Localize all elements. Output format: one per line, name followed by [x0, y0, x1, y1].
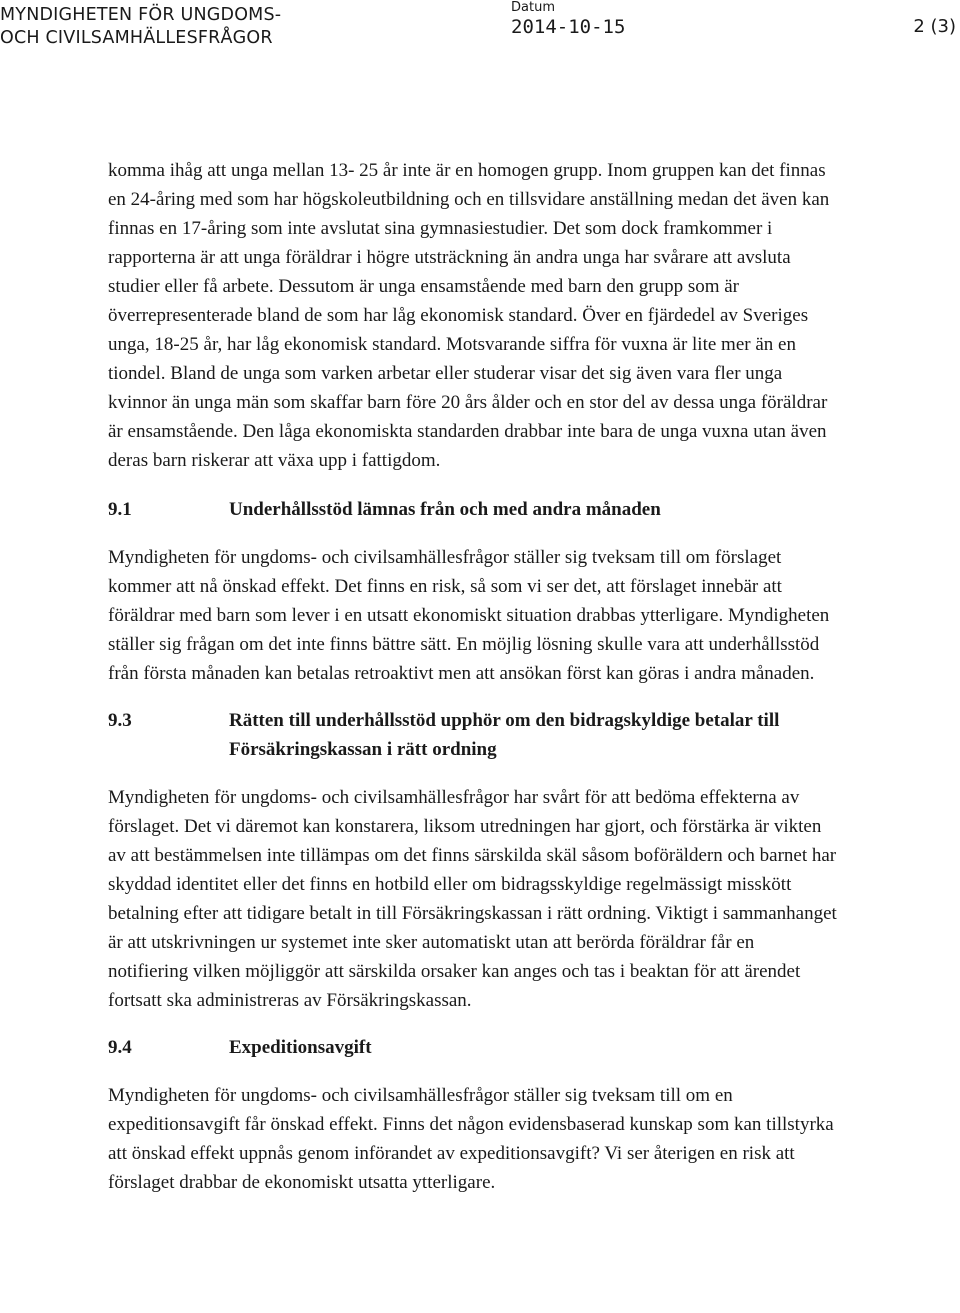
section-heading-9-3 [108, 706, 838, 764]
section-number: 9.3 [108, 710, 132, 731]
intro-paragraph: komma ihåg att unga mellan 13- 25 år inte är en homogen grupp. Inom gruppen kan det finnas en 24-åring med som har högskoleutbildning och en tillsvidare anställning medan det även kan finnas en 17-åring som inte avslutat sina gymnasiestudier. Det som dock framkommer i rapporterna är att unga föräldrar i högre utsträckning än andra unga har svårare att avsluta studier eller få arbete. Dessutom är unga ensamstående med barn den grupp som är överrepresenterade bland de som har låg ekonomisk standard. Över en fjärdedel av Sveriges unga, 18-25 år, har låg ekonomisk standard. Motsvarande siffra för vuxna är lite mer än en tiondel. Bland de unga som varken arbetar eller studerar visar det sig även vara fler unga kvinnor än unga män som skaffar barn före 20 års ålder och en stor del av dessa unga föräldrar är ensamstående. Den låga ekonomiskta standarden drabbar inte bara de unga vuxna utan även deras barn riskerar att växa upp i fattigdom. [108, 160, 830, 471]
page-number: 2 (3) [913, 16, 956, 37]
organization-name-line2: OCH CIVILSAMHÄLLESFRÅGOR [0, 28, 273, 48]
section-number: 9.4 [108, 1037, 132, 1058]
date-value: 2014-10-15 [511, 16, 626, 38]
section-number: 9.1 [108, 499, 132, 520]
section-heading-9-1 [108, 495, 838, 524]
section-title: Underhållsstöd lämnas från och med andra månaden [229, 499, 661, 520]
section-paragraph-9-1: Myndigheten för ungdoms- och civilsamhällesfrågor ställer sig tveksam till om förslaget kommer att nå önskad effekt. Det finns en risk, så som vi ser det, att förslaget innebär att föräldrar med barn som lever i en utsatt ekonomiskt situation drabbas ytterligare. Myndigheten ställer sig frågan om det inte finns bättre sätt. En möjlig lösning skulle vara att underhållsstöd från första månaden kan betalas retroaktivt men att ansökan först kan göras i andra månaden. [108, 547, 830, 684]
section-title: Expeditionsavgift [229, 1037, 372, 1058]
date-label: Datum [511, 0, 555, 15]
organization-name [0, 4, 281, 50]
organization-name-line1: MYNDIGHETEN FÖR UNGDOMS- [0, 5, 282, 25]
section-heading-9-4 [108, 1033, 838, 1062]
document-body [108, 156, 838, 1215]
page-header [0, 0, 960, 60]
section-paragraph-9-3: Myndigheten för ungdoms- och civilsamhällesfrågor har svårt för att bedöma effekterna av förslaget. Det vi däremot kan konstarera, liksom utredningen har gjort, och förstärka är vikten av att bestämmelsen inte tillämpas om det finns särskilda skäl såsom boföräldern och barnet har skyddad identitet eller det finns en hotbild eller om bidragsskyldige regelmässigt misskött betalning efter att tidigare betalt in till Försäkringskassan i rätt ordning. Viktigt i sammanhanget är att utskrivningen ur systemet inte sker automatiskt utan att berörda föräldrar får en notifiering vilken möjliggör att särskilda orsaker kan anges och tas i beaktan för att ärendet fortsatt ska administreras av Försäkringskassan. [108, 787, 837, 1011]
section-title: Rätten till underhållsstöd upphör om den bidragskyldige betalar till Försäkringskassan i rätt ordning [229, 710, 780, 760]
section-paragraph-9-4: Myndigheten för ungdoms- och civilsamhällesfrågor ställer sig tveksam till om en expeditionsavgift får önskad effekt. Finns det någon evidensbaserad kunskap som kan tillstyrka att önskad effekt uppnås genom införandet av expeditionsavgift? Vi ser återigen en risk att förslaget drabbar de ekonomiskt utsatta ytterligare. [108, 1085, 834, 1193]
